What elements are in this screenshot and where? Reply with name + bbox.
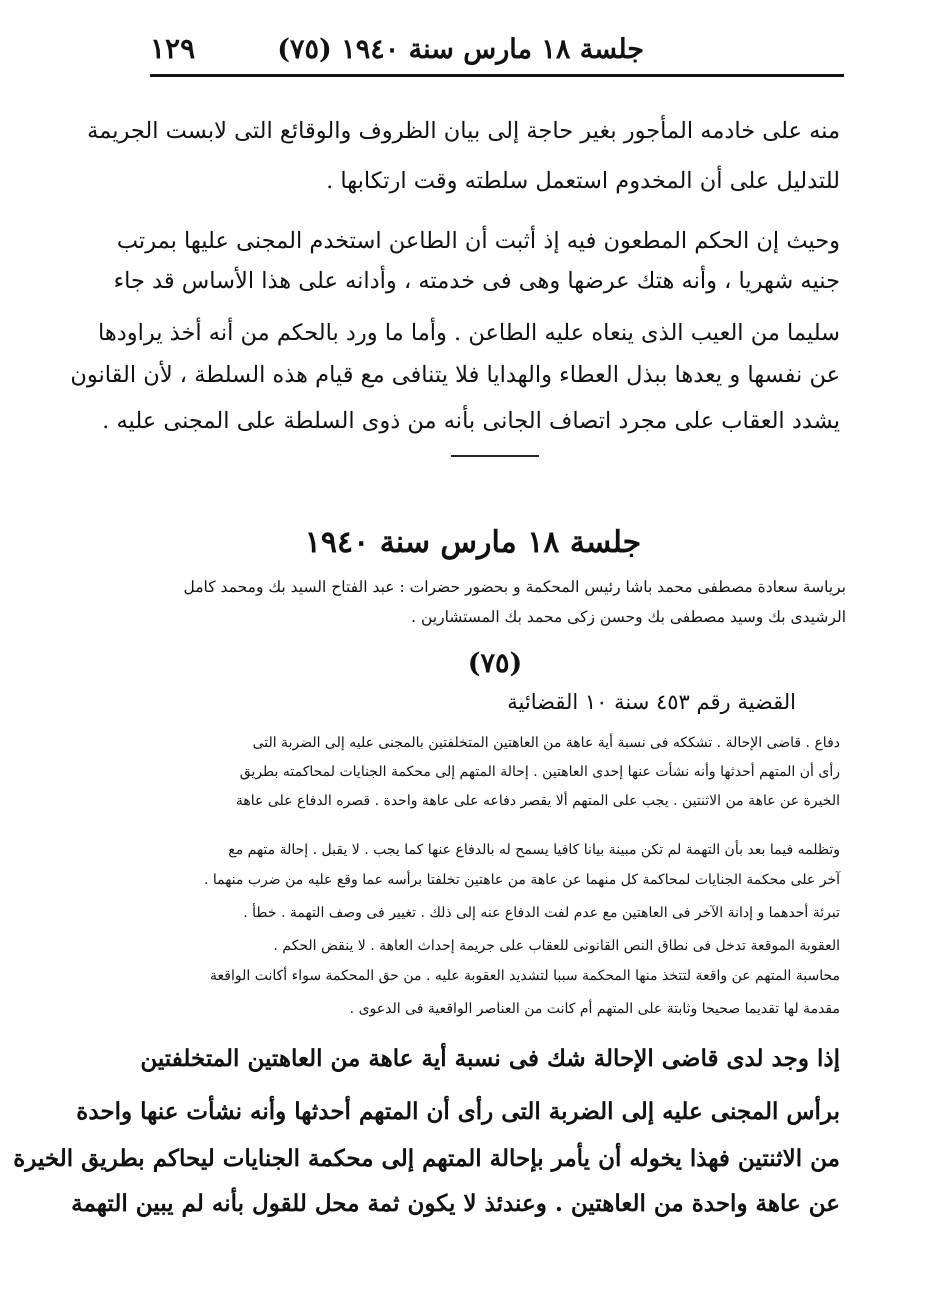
summary-line-5: آخر على محكمة الجنايات لمحاكمة كل منهما عن عاهة من عاهتين تخلفتا برأسه عما وقع عليه من ضرب منهما . <box>203 872 840 888</box>
summary-line-2: رأى أن المتهم أحدثها وأنه نشأت عنها إحدى العاهتين . إحالة المتهم إلى محكمة الجنايات لمحاكمته بطريق <box>239 764 840 780</box>
summary-line-9: مقدمة لها تقديما صحيحا وثابتة على المتهم أم كانت من العناصر الواقعية فى الدعوى . <box>349 1001 840 1017</box>
summary-line-6: تبرئة أحدهما و إدانة الآخر فى العاهتين مع عدم لفت الدفاع عنه إلى ذلك . تغيير فى وصف التهمة . خطأ . <box>243 905 840 921</box>
summary-line-1: دفاع . قاضى الإحالة . تشككه فى نسبة أية عاهة من العاهتين المتخلفتين بالمجنى عليه إلى الضربة التى <box>252 735 840 751</box>
header-title: جلسة ١٨ مارس سنة ١٩٤٠ (٧٥) <box>277 34 644 65</box>
ruling-line-1: إذا وجد لدى قاضى الإحالة شك فى نسبة أية عاهة من العاهتين المتخلفتين <box>140 1045 840 1072</box>
opening-paragraph-line-1: منه على خادمه المأجور بغير حاجة إلى بيان الظروف والوقائع التى لابست الجريمة <box>87 118 840 144</box>
summary-line-4: وتظلمه فيما بعد بأن التهمة لم تكن مبينة بيانا كافيا يسمح له بالدفاع عنها كما يجب . لا يقبل . إحالة متهم مع <box>228 842 840 858</box>
case-number: (٧٥) <box>467 648 523 679</box>
second-paragraph-line-1: وحيث إن الحكم المطعون فيه إذ أثبت أن الطاعن استخدم المجنى عليها بمرتب <box>116 228 840 254</box>
second-paragraph-line-4: عن نفسها و يعدها ببذل العطاء والهدايا فلا يتنافى مع قيام هذه السلطة ، لأن القانون <box>70 362 840 388</box>
second-paragraph-line-3: سليما من العيب الذى ينعاه عليه الطاعن . وأما ما ورد بالحكم من أنه أخذ يراودها <box>97 320 840 346</box>
second-paragraph-line-5: يشدد العقاب على مجرد اتصاف الجانى بأنه من ذوى السلطة على المجنى عليه . <box>102 408 840 434</box>
summary-line-7: العقوبة الموقعة تدخل فى نطاق النص القانونى للعقاب على جريمة إحداث العاهة . لا ينقض الحكم . <box>273 938 840 954</box>
case-reference: القضية رقم ٤٥٣ سنة ١٠ القضائية <box>507 690 796 714</box>
ruling-line-2: برأس المجنى عليه إلى الضربة التى رأى أن المتهم أحدثها وأنه نشأت عنها واحدة <box>76 1098 840 1125</box>
running-header <box>150 28 844 77</box>
page-number: ١٢٩ <box>150 32 196 65</box>
session-title: جلسة ١٨ مارس سنة ١٩٤٠ <box>304 525 642 560</box>
ruling-line-4: عن عاهة واحدة من العاهتين . وعندئذ لا يكون ثمة محل للقول بأنه لم يبين التهمة <box>71 1190 840 1217</box>
second-paragraph-line-2: جنيه شهريا ، وأنه هتك عرضها وهى فى خدمته ، وأدانه على هذا الأساس قد جاء <box>113 268 840 294</box>
ruling-line-3: من الاثنتين فهذا يخوله أن يأمر بإحالة المتهم إلى محكمة الجنايات ليحاكم بطريق الخيرة <box>13 1145 840 1172</box>
opening-paragraph-line-2: للتدليل على أن المخدوم استعمل سلطته وقت ارتكابها . <box>326 168 840 194</box>
summary-line-3: الخيرة عن عاهة من الاثنتين . يجب على المتهم ألا يقصر دفاعه على عاهة واحدة . قصره الدفاع على عاهة <box>235 793 840 809</box>
presidency-line-2: الرشيدى بك وسيد مصطفى بك وحسن زكى محمد بك المستشارين . <box>411 608 846 626</box>
section-divider <box>451 455 539 457</box>
presidency-line-1: برياسة سعادة مصطفى محمد باشا رئيس المحكمة و بحضور حضرات : عبد الفتاح السيد بك ومحمد كامل <box>183 578 846 596</box>
summary-line-8: محاسبة المتهم عن واقعة لتتخذ منها المحكمة سببا لتشديد العقوبة عليه . من حق المحكمة سواء أكانت الواقعة <box>210 968 840 984</box>
